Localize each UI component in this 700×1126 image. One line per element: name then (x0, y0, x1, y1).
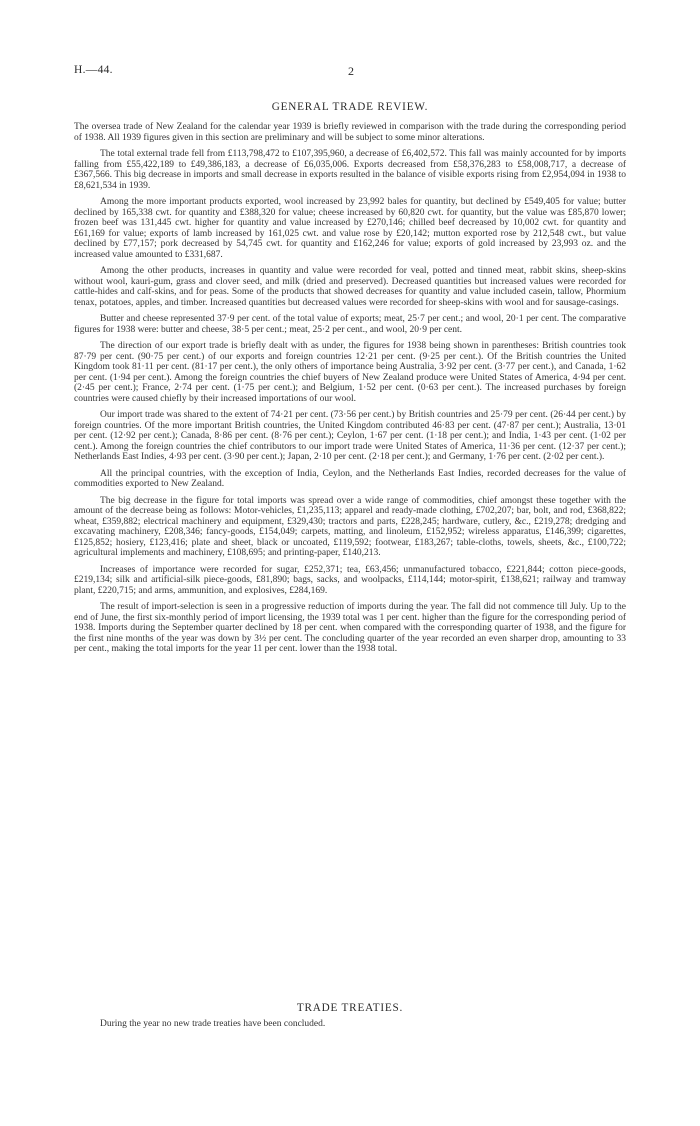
page-number: 2 (348, 64, 354, 78)
paragraph: The direction of our export trade is briefly dealt with as under, the figures for 1938 being shown in parentheses: British countries took 87·79 per cent. (90·75 per cent.) of our exports and foreign countries 12·21 per cent. (9·25 per cent.). Of the British countries the United Kingdom took 81·11 per cent. (81·17 per cent.), the only others of importance being Australia, 3·92 per cent. (3·77 per cent.), and Canada, 1·62 per cent. (1·94 per cent.). Among the foreign countries the chief buyers of New Zealand produce were United States of America, 4·94 per cent. (2·45 per cent.); France, 2·74 per cent. (1·75 per cent.); and Belgium, 1·52 per cent. (0·63 per cent.). The increased purchases by foreign countries were caused chiefly by their increased importations of our wool. (74, 341, 626, 404)
paragraph: During the year no new trade treaties have been concluded. (100, 1019, 326, 1029)
paragraph: The oversea trade of New Zealand for the calendar year 1939 is briefly reviewed in comparison with the trade during the corresponding period of 1938. All 1939 figures given in this section are preliminary and will be subject to some minor alterations. (74, 122, 626, 143)
section-title-trade-treaties: TRADE TREATIES. (296, 1002, 404, 1014)
page-header (74, 64, 626, 78)
paragraph: The total external trade fell from £113,798,472 to £107,395,960, a decrease of £6,402,572. This fall was mainly accounted for by imports falling from £55,422,189 to £49,386,183, a decrease of £6,035,006. Exports decreased from £58,376,283 to £58,008,717, a decrease of £367,566. This big decrease in imports and small decrease in exports resulted in the balance of visible exports rising from £2,954,094 in 1938 to £8,621,534 in 1939. (74, 149, 626, 191)
trade-treaties-body (74, 1019, 626, 1039)
paragraph: Butter and cheese represented 37·9 per cent. of the total value of exports; meat, 25·7 per cent.; and wool, 20·1 per cent. The comparative figures for 1938 were: butter and cheese, 38·5 per cent.; meat, 25·2 per cent., and wool, 20·9 per cent. (74, 314, 626, 335)
paragraph: The big decrease in the figure for total imports was spread over a wide range of commodities, chief amongst these together with the amount of the decrease being as follows: Motor-vehicles, £1,235,113; apparel and ready-made clothing, £702,207; bar, bolt, and rod, £368,822; wheat, £359,882; electrical machinery and equipment, £329,430; tractors and parts, £228,245; hardware, cutlery, &c., £219,278; dredging and excavating machinery, £208,346; fancy-goods, £154,049; carpets, matting, and linoleum, £152,952; wireless apparatus, £146,399; cigarettes, £125,852; hosiery, £123,416; plate and sheet, black or uncoated, £119,592; footwear, £183,267; table-cloths, towels, sheets, &c., £100,722; agricultural implements and machinery, £108,695; and printing-paper, £140,213. (74, 495, 626, 558)
paragraph: All the principal countries, with the exception of India, Ceylon, and the Netherlands East Indies, recorded decreases for the value of commodities exported to New Zealand. (74, 468, 626, 489)
paragraph: The result of import-selection is seen in a progressive reduction of imports during the year. The fall did not commence till July. Up to the end of June, the first six-monthly period of import licensing, the 1939 total was 1 per cent. higher than the figure for the corresponding period of 1938. Imports during the September quarter declined by 18 per cent. when compared with the corresponding quarter of 1938, and the figure for the first nine months of the year was down by 3½ per cent. The concluding quarter of the year recorded an even sharper drop, amounting to 33 per cent., making the total imports for the year 11 per cent. lower than the 1938 total. (74, 602, 626, 654)
paragraph: Among the other products, increases in quantity and value were recorded for veal, potted and tinned meat, rabbit skins, sheep-skins without wool, kauri-gum, grass and clover seed, and milk (dried and preserved). Decreased quantities but increased values were recorded for cattle-hides and calf-skins, and for peas. Some of the products that showed decreases for quantity and value included casein, tallow, Phormium tenax, potatoes, apples, and timber. Increased quantities but decreased values were recorded for sheep-skins with wool and for sausage-casings. (74, 266, 626, 308)
document-reference: H.—44. (74, 64, 113, 76)
paragraph: Our import trade was shared to the extent of 74·21 per cent. (73·56 per cent.) by British countries and 25·79 per cent. (26·44 per cent.) by foreign countries. Of the more important British countries, the United Kingdom contributed 46·83 per cent. (47·87 per cent.); Australia, 13·01 per cent. (12·92 per cent.); Canada, 8·86 per cent. (8·76 per cent.); Ceylon, 1·67 per cent. (1·18 per cent.); and India, 1·43 per cent. (1·02 per cent.). Among the foreign countries the chief contributors to our import trade were United States of America, 11·36 per cent. (12·37 per cent.); Netherlands East Indies, 4·93 per cent. (3·90 per cent.); Japan, 2·10 per cent. (2·18 per cent.); and Germany, 1·76 per cent. (2·02 per cent.). (74, 410, 626, 462)
section-title-general-trade-review: GENERAL TRADE REVIEW. (271, 101, 429, 113)
paragraph: Increases of importance were recorded for sugar, £252,371; tea, £63,456; unmanufactured tobacco, £221,844; cotton piece-goods, £219,134; silk and artificial-silk piece-goods, £81,890; bags, sacks, and woolpacks, £114,144; motor-spirit, £138,621; railway and tramway plant, £220,715; and arms, ammunition, and explosives, £284,169. (74, 564, 626, 596)
general-trade-review-body (74, 122, 626, 988)
paragraph: Among the more important products exported, wool increased by 23,992 bales for quantity, but declined by £549,405 for value; butter declined by 165,338 cwt. for quantity and £388,320 for value; cheese increased by 60,820 cwt. for quantity, but the value was £85,870 lower; frozen beef was 131,445 cwt. higher for quantity and value increased by £270,146; chilled beef decreased by 10,002 cwt. for quantity and £61,169 for value; exports of lamb increased by 161,025 cwt. and value rose by £20,142; mutton exported rose by 212,548 cwt., but value declined by £77,157; pork decreased by 54,745 cwt. for quantity and £162,246 for value; exports of gold increased by 23,993 oz. and the increased value amounted to £331,687. (74, 197, 626, 260)
